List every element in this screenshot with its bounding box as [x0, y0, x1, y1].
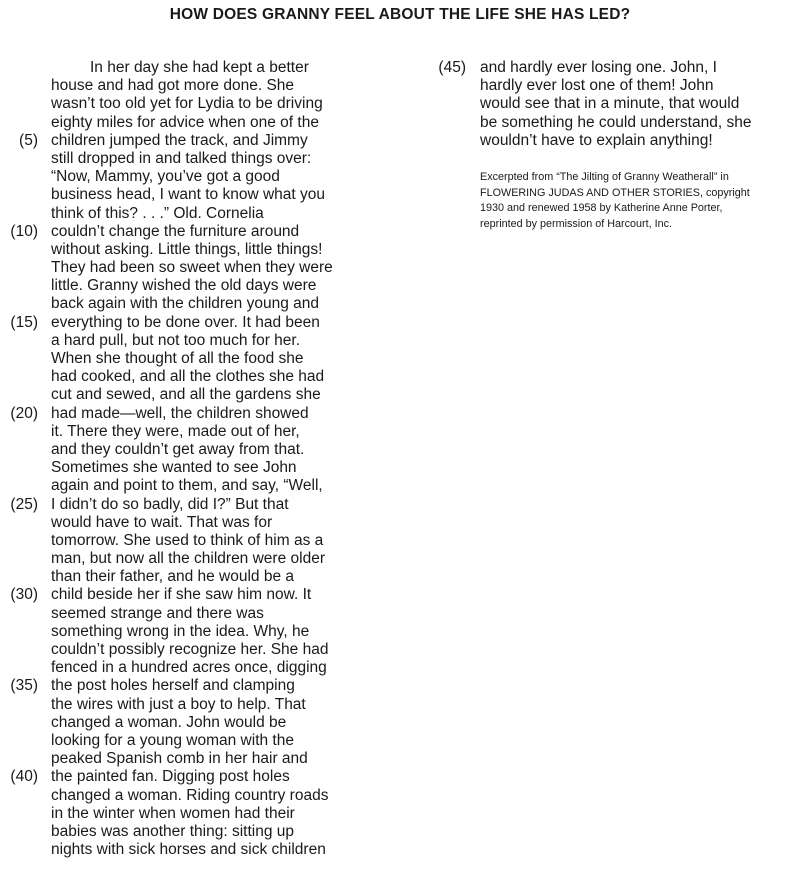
passage-line	[0, 132, 420, 150]
line-text: had made—well, the children showed	[51, 404, 309, 422]
line-text: something wrong in the idea. Why, he	[51, 622, 310, 640]
line-text: looking for a young woman with the	[51, 731, 294, 749]
line-text: than their father, and he would be a	[51, 568, 295, 586]
passage-line	[0, 696, 420, 714]
passage-line	[0, 295, 420, 313]
passage-line	[0, 514, 420, 532]
passage-line	[420, 95, 800, 113]
line-text: man, but now all the children were older	[51, 550, 325, 568]
passage-line	[0, 205, 420, 223]
passage-right-column	[420, 59, 800, 150]
passage-line	[0, 368, 420, 386]
line-text: the wires with just a boy to help. That	[51, 695, 306, 713]
passage-line	[0, 532, 420, 550]
passage-line	[420, 132, 800, 150]
passage-line	[0, 314, 420, 332]
credit-line: reprinted by permission of Harcourt, Inc.	[480, 217, 673, 230]
line-number: (5)	[19, 131, 38, 149]
passage-line	[0, 768, 420, 786]
line-number: (10)	[10, 222, 38, 240]
passage-line	[420, 59, 800, 77]
line-text: and they couldn’t get away from that.	[51, 440, 305, 458]
passage-line	[0, 823, 420, 841]
passage-line	[420, 114, 800, 132]
passage-line	[420, 77, 800, 95]
line-number: (35)	[10, 677, 38, 695]
line-text: wouldn’t have to explain anything!	[480, 131, 713, 149]
line-text: couldn’t change the furniture around	[51, 222, 300, 240]
line-text: fenced in a hundred acres once, digging	[51, 659, 327, 677]
passage-line	[0, 605, 420, 623]
line-number: (40)	[10, 768, 38, 786]
passage-line	[0, 586, 420, 604]
line-number: (30)	[10, 586, 38, 604]
line-number: (15)	[10, 313, 38, 331]
credit-line: FLOWERING JUDAS AND OTHER STORIES, copyright	[480, 186, 750, 199]
passage-line	[0, 150, 420, 168]
line-text: changed a woman. Riding country roads	[51, 786, 329, 804]
excerpt-credit	[480, 170, 800, 232]
line-text: wasn’t too old yet for Lydia to be driving	[51, 95, 323, 113]
passage-line	[0, 805, 420, 823]
passage-line	[0, 259, 420, 277]
passage-line	[0, 350, 420, 368]
passage-line	[0, 386, 420, 404]
credit-line: 1930 and renewed 1958 by Katherine Anne Porter,	[480, 202, 723, 214]
line-text: the painted fan. Digging post holes	[51, 768, 290, 786]
line-text: They had been so sweet when they were	[51, 259, 333, 277]
passage-line	[0, 277, 420, 295]
passage-line	[0, 750, 420, 768]
line-number: (45)	[438, 59, 466, 76]
passage-line	[0, 441, 420, 459]
line-text: back again with the children young and	[51, 295, 319, 313]
passage-line	[0, 223, 420, 241]
passage-line	[0, 168, 420, 186]
passage-line	[0, 405, 420, 423]
passage-line	[0, 114, 420, 132]
passage-line	[0, 241, 420, 259]
passage-line	[0, 714, 420, 732]
line-text: couldn’t possibly recognize her. She had	[51, 641, 329, 658]
line-number: (20)	[10, 404, 38, 422]
line-text: again and point to them, and say, “Well,	[51, 477, 323, 495]
passage-line	[0, 787, 420, 805]
line-text: children jumped the track, and Jimmy	[51, 131, 308, 149]
line-text: little. Granny wished the old days were	[51, 277, 317, 295]
line-text: would see that in a minute, that would	[480, 95, 740, 113]
passage-line	[0, 332, 420, 350]
passage-left-column	[0, 59, 420, 859]
passage-line	[0, 659, 420, 677]
line-text: without asking. Little things, little things!	[51, 240, 323, 258]
line-text: had cooked, and all the clothes she had	[51, 368, 325, 386]
credit-line: Excerpted from “The Jilting of Granny Weatherall” in	[480, 171, 729, 183]
line-text: and hardly ever losing one. John, I	[480, 59, 717, 76]
line-text: tomorrow. She used to think of him as a	[51, 531, 324, 549]
line-text: I didn’t do so badly, did I?” But that	[51, 495, 289, 513]
line-text: seemed strange and there was	[51, 604, 264, 622]
line-text: think of this? . . .” Old. Cornelia	[51, 204, 264, 222]
passage-line	[0, 423, 420, 441]
line-text: changed a woman. John would be	[51, 713, 287, 731]
line-text: In her day she had kept a better	[90, 59, 309, 76]
line-text: house and had got more done. She	[51, 77, 295, 95]
line-text: Sometimes she wanted to see John	[51, 459, 297, 477]
line-text: be something he could understand, she	[480, 113, 752, 131]
line-text: would have to wait. That was for	[51, 513, 273, 531]
passage-line	[0, 550, 420, 568]
line-text: still dropped in and talked things over:	[51, 149, 312, 167]
line-text: a hard pull, but not too much for her.	[51, 331, 301, 349]
passage-line	[0, 59, 420, 77]
line-text: it. There they were, made out of her,	[51, 422, 300, 440]
line-text: everything to be done over. It had been	[51, 313, 320, 331]
passage-line	[0, 496, 420, 514]
passage-line	[0, 623, 420, 641]
passage-line	[0, 459, 420, 477]
line-text: When she thought of all the food she	[51, 350, 304, 367]
line-text: cut and sewed, and all the gardens she	[51, 386, 321, 404]
line-text: peaked Spanish comb in her hair and	[51, 750, 308, 768]
passage-line	[0, 568, 420, 586]
line-text: eighty miles for advice when one of the	[51, 113, 319, 131]
passage-line	[0, 95, 420, 113]
line-text: child beside her if she saw him now. It	[51, 586, 312, 604]
line-text: the post holes herself and clamping	[51, 677, 295, 695]
passage-line	[0, 186, 420, 204]
line-text: in the winter when women had their	[51, 804, 295, 822]
passage-line	[0, 641, 420, 659]
passage-line	[0, 477, 420, 495]
passage-line	[0, 677, 420, 695]
passage-line	[0, 732, 420, 750]
line-text: nights with sick horses and sick children	[51, 841, 326, 859]
line-number: (25)	[10, 495, 38, 513]
page-title: HOW DOES GRANNY FEEL ABOUT THE LIFE SHE HAS LED?	[169, 6, 631, 23]
line-text: business head, I want to know what you	[51, 186, 325, 204]
line-text: babies was another thing: sitting up	[51, 822, 294, 840]
line-text: “Now, Mammy, you’ve got a good	[51, 168, 280, 186]
passage-line	[0, 841, 420, 859]
line-text: hardly ever lost one of them! John	[480, 77, 714, 95]
passage-line	[0, 77, 420, 95]
